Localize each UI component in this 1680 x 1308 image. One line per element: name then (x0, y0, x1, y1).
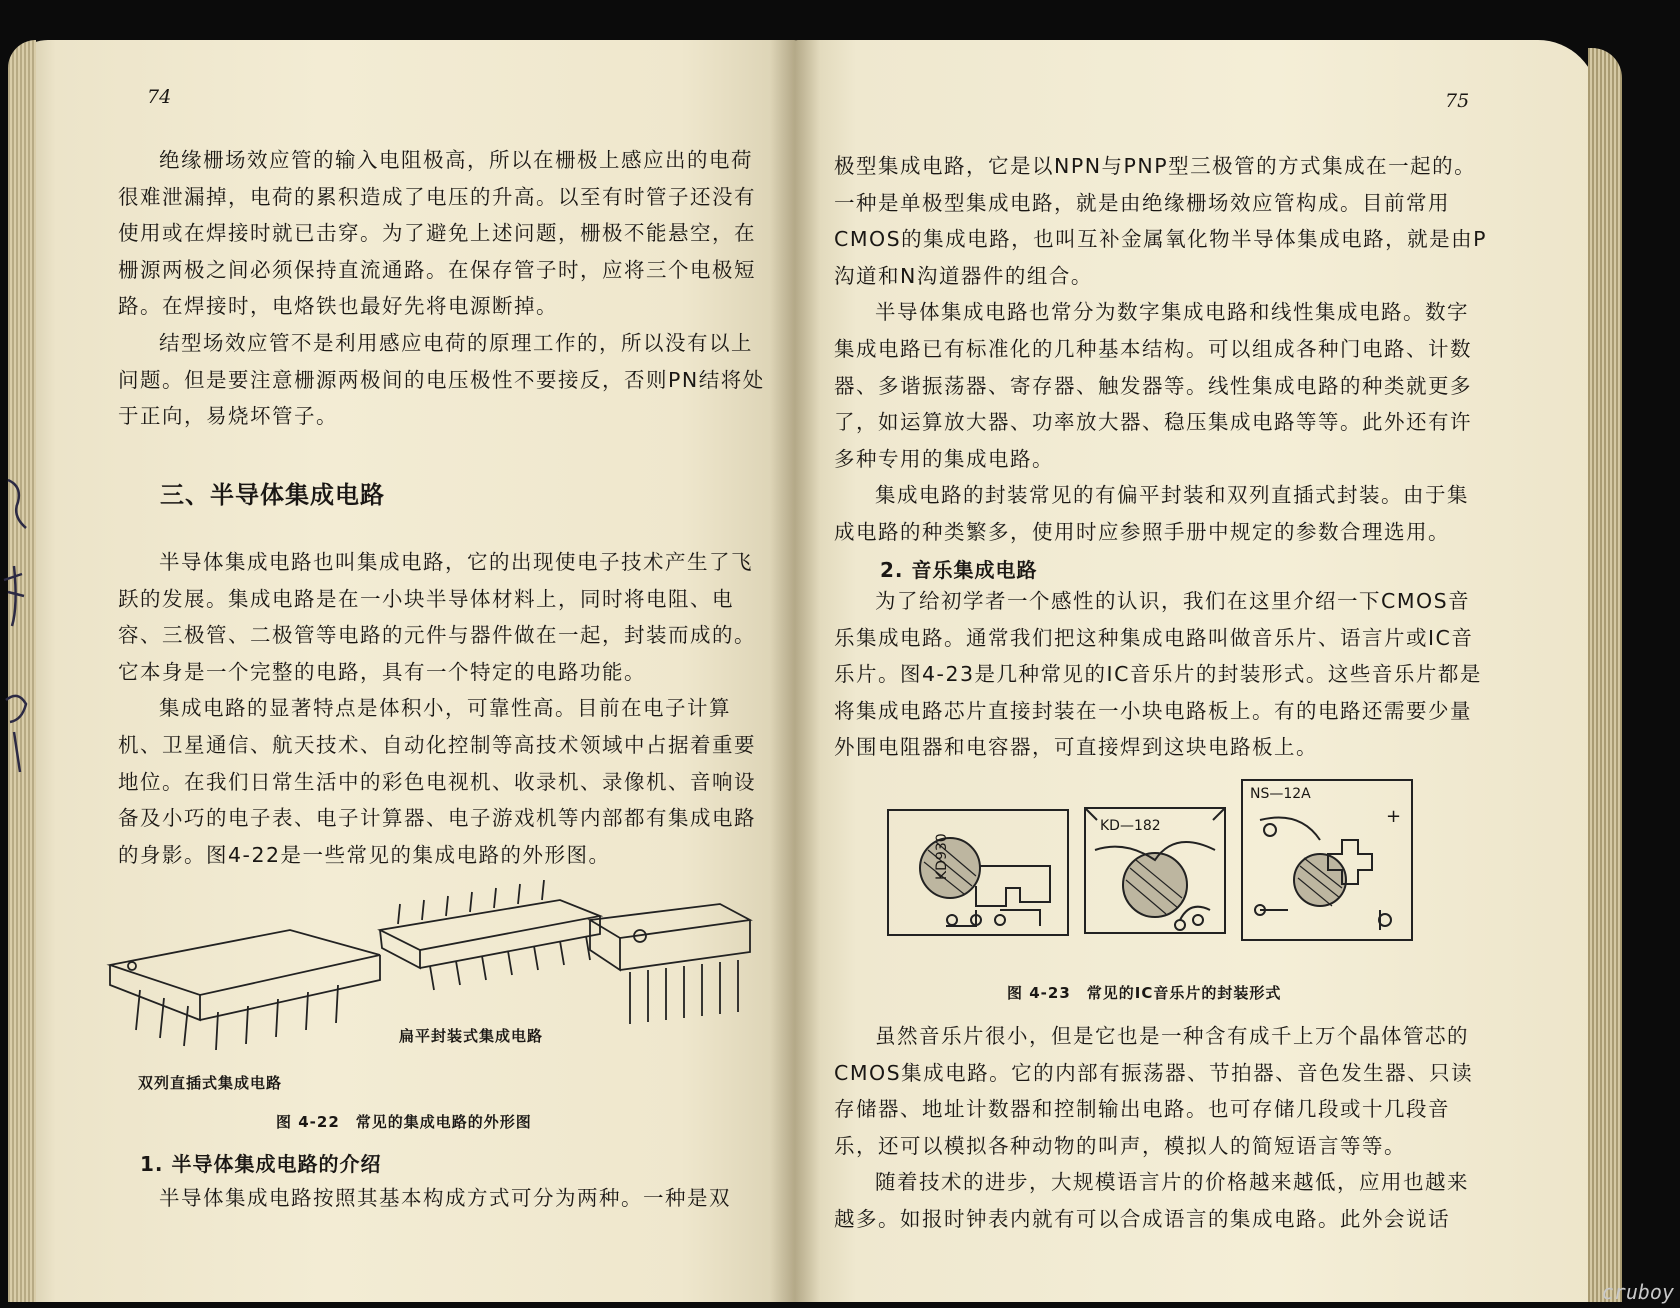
paragraph: 结型场效应管不是利用感应电荷的原理工作的，所以没有以上问题。但是要注意栅源两极间的电压极性不要接反，否则PN结将处于正向，易烧坏管子。 (118, 330, 765, 429)
right-text-top (834, 148, 1488, 551)
plus-mark: + (1386, 806, 1402, 827)
left-text-top (118, 142, 770, 435)
board3-label: NS—12A (1250, 786, 1311, 802)
section-heading: 三、半导体集成电路 (160, 481, 385, 509)
paragraph: 绝缘栅场效应管的输入电阻极高，所以在栅极上感应出的电荷很难泄漏掉，电荷的累积造成了电压的升高。以至有时管子还没有使用或在焊接时就已击穿。为了避免上述问题，栅极不能悬空，在栅源两极之间必须保持直流通路。在保存管子时，应将三个电极短路。在焊接时，电烙铁也最好先将电源断掉。 (118, 148, 756, 319)
figure-caption-4-23: 图 4-23 常见的IC音乐片的封装形式 (1007, 984, 1282, 1002)
dip-package-drawing (110, 930, 380, 1050)
board1-label: KD930 (934, 833, 950, 880)
subheading-1: 1. 半导体集成电路的介绍 (140, 1152, 382, 1176)
page-edge (1588, 48, 1622, 1302)
figure-caption-4-22: 图 4-22 常见的集成电路的外形图 (276, 1113, 532, 1131)
right-text-mid (834, 583, 1488, 766)
paragraph: 半导体集成电路也常分为数字集成电路和线性集成电路。数字集成电路已有标准化的几种基本结构。可以组成各种门电路、计数器、多谐振荡器、寄存器、触发器等。线性集成电路的种类就更多了，如运算放大器、功率放大器、稳压集成电路等等。此外还有许多种专用的集成电路。 (834, 300, 1472, 471)
handwriting-marks (0, 470, 34, 810)
figure-4-23-drawing (880, 770, 1430, 945)
page-number-right: 75 (1445, 90, 1470, 112)
flat-package-drawing (380, 880, 600, 990)
paragraph: 随着技术的进步，大规模语言片的价格越来越低，应用也越来越多。如报时钟表内就有可以合成语言的集成电路。此外会说话 (834, 1170, 1469, 1231)
left-text-bottom (118, 1180, 770, 1217)
board2-label: KD—182 (1100, 818, 1161, 834)
sip-package-drawing (590, 904, 750, 1024)
paragraph: 虽然音乐片很小，但是它也是一种含有成千上万个晶体管芯的CMOS集成电路。它的内部有振荡器、节拍器、音色发生器、只读存储器、地址计数器和控制输出电路。也可存储几段或十几段音乐，还可以模拟各种动物的叫声，模拟人的简短语言等等。 (834, 1024, 1474, 1158)
paragraph: 半导体集成电路也叫集成电路，它的出现使电子技术产生了飞跃的发展。集成电路是在一小块半导体材料上，同时将电阻、电容、三极管、二极管等电路的元件与器件做在一起，封装而成的。它本身是一个完整的电路，具有一个特定的电路功能。 (118, 550, 756, 684)
page-number-left: 74 (147, 86, 172, 108)
paragraph: 集成电路的封装常见的有偏平封装和双列直插式封装。由于集成电路的种类繁多，使用时应参照手册中规定的参数合理选用。 (834, 483, 1469, 544)
paragraph: 极型集成电路，它是以NPN与PNP型三极管的方式集成在一起的。一种是单极型集成电路，就是由绝缘栅场效应管构成。目前常用CMOS的集成电路，也叫互补金属氧化物半导体集成电路，就是由P沟道和N沟道器件的组合。 (834, 154, 1488, 288)
watermark: cruboy (1601, 1280, 1674, 1304)
paragraph: 为了给初学者一个感性的认识，我们在这里介绍一下CMOS音乐集成电路。通常我们把这种集成电路叫做音乐片、语言片或IC音乐片。图4-23是几种常见的IC音乐片的封装形式。这些音乐片都是将集成电路芯片直接封装在一小块电路板上。有的电路还需要少量外围电阻器和电容器，可直接焊到这块电路板上。 (834, 589, 1482, 760)
figure-label-dip: 双列直插式集成电路 (138, 1074, 283, 1092)
right-text-bottom (834, 1018, 1488, 1238)
figure-4-22-drawing (100, 880, 760, 1100)
subheading-2: 2. 音乐集成电路 (880, 558, 1038, 582)
left-text-mid (118, 544, 770, 873)
book-gutter (770, 40, 820, 1302)
paragraph: 集成电路的显著特点是体积小，可靠性高。目前在电子计算机、卫星通信、航天技术、自动化控制等高技术领域中占据着重要地位。在我们日常生活中的彩色电视机、收录机、录像机、音响设备及小巧的电子表、电子计算器、电子游戏机等内部都有集成电路的身影。图4-22是一些常见的集成电路的外形图。 (118, 696, 756, 867)
paragraph: 半导体集成电路按照其基本构成方式可分为两种。一种是双 (159, 1186, 731, 1210)
figure-label-flat: 扁平封装式集成电路 (399, 1027, 544, 1045)
